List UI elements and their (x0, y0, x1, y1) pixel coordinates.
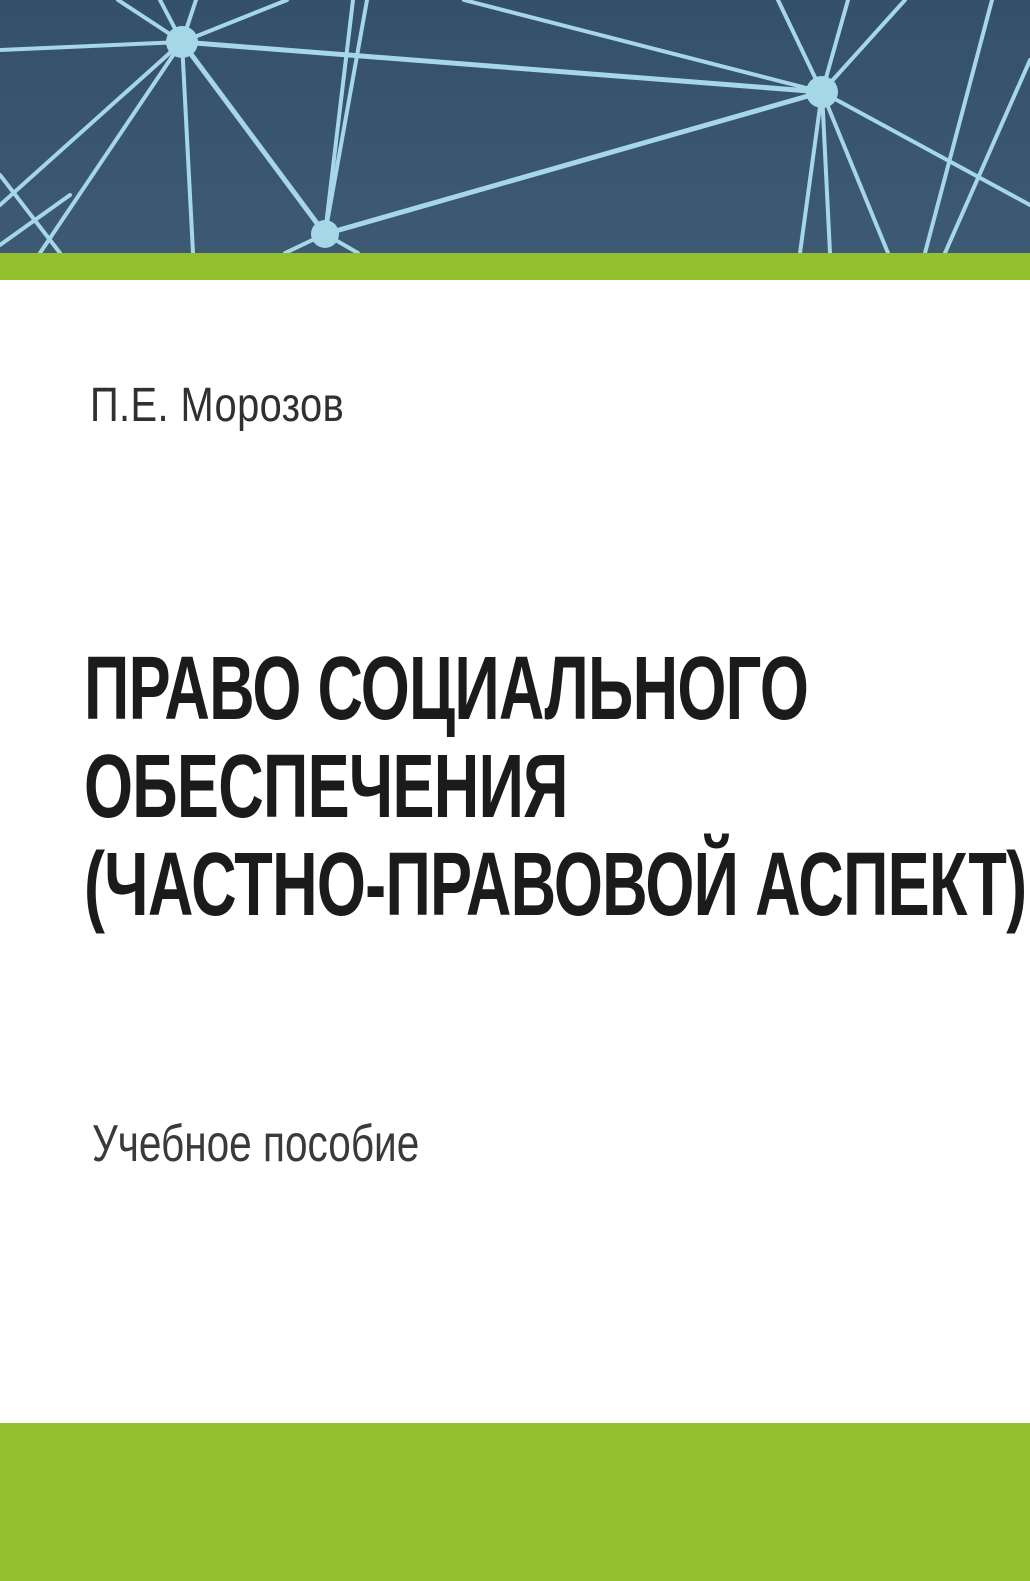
header-banner (0, 0, 1030, 253)
green-stripe (0, 253, 1030, 280)
network-graphic (0, 0, 1030, 253)
book-title (84, 640, 1030, 934)
publisher-logo (0, 1200, 620, 1415)
author-name: П.Е. Морозов (90, 379, 345, 432)
bottom-green-band (0, 1423, 1030, 1581)
title-line-1: ПРАВО СОЦИАЛЬНОГО (84, 639, 809, 739)
edition-type: Учебное пособие (92, 1115, 420, 1173)
title-line-3: (ЧАСТНО-ПРАВОВОЙ АСПЕКТ) (84, 835, 1027, 935)
title-line-2: ОБЕСПЕЧЕНИЯ (84, 737, 568, 837)
